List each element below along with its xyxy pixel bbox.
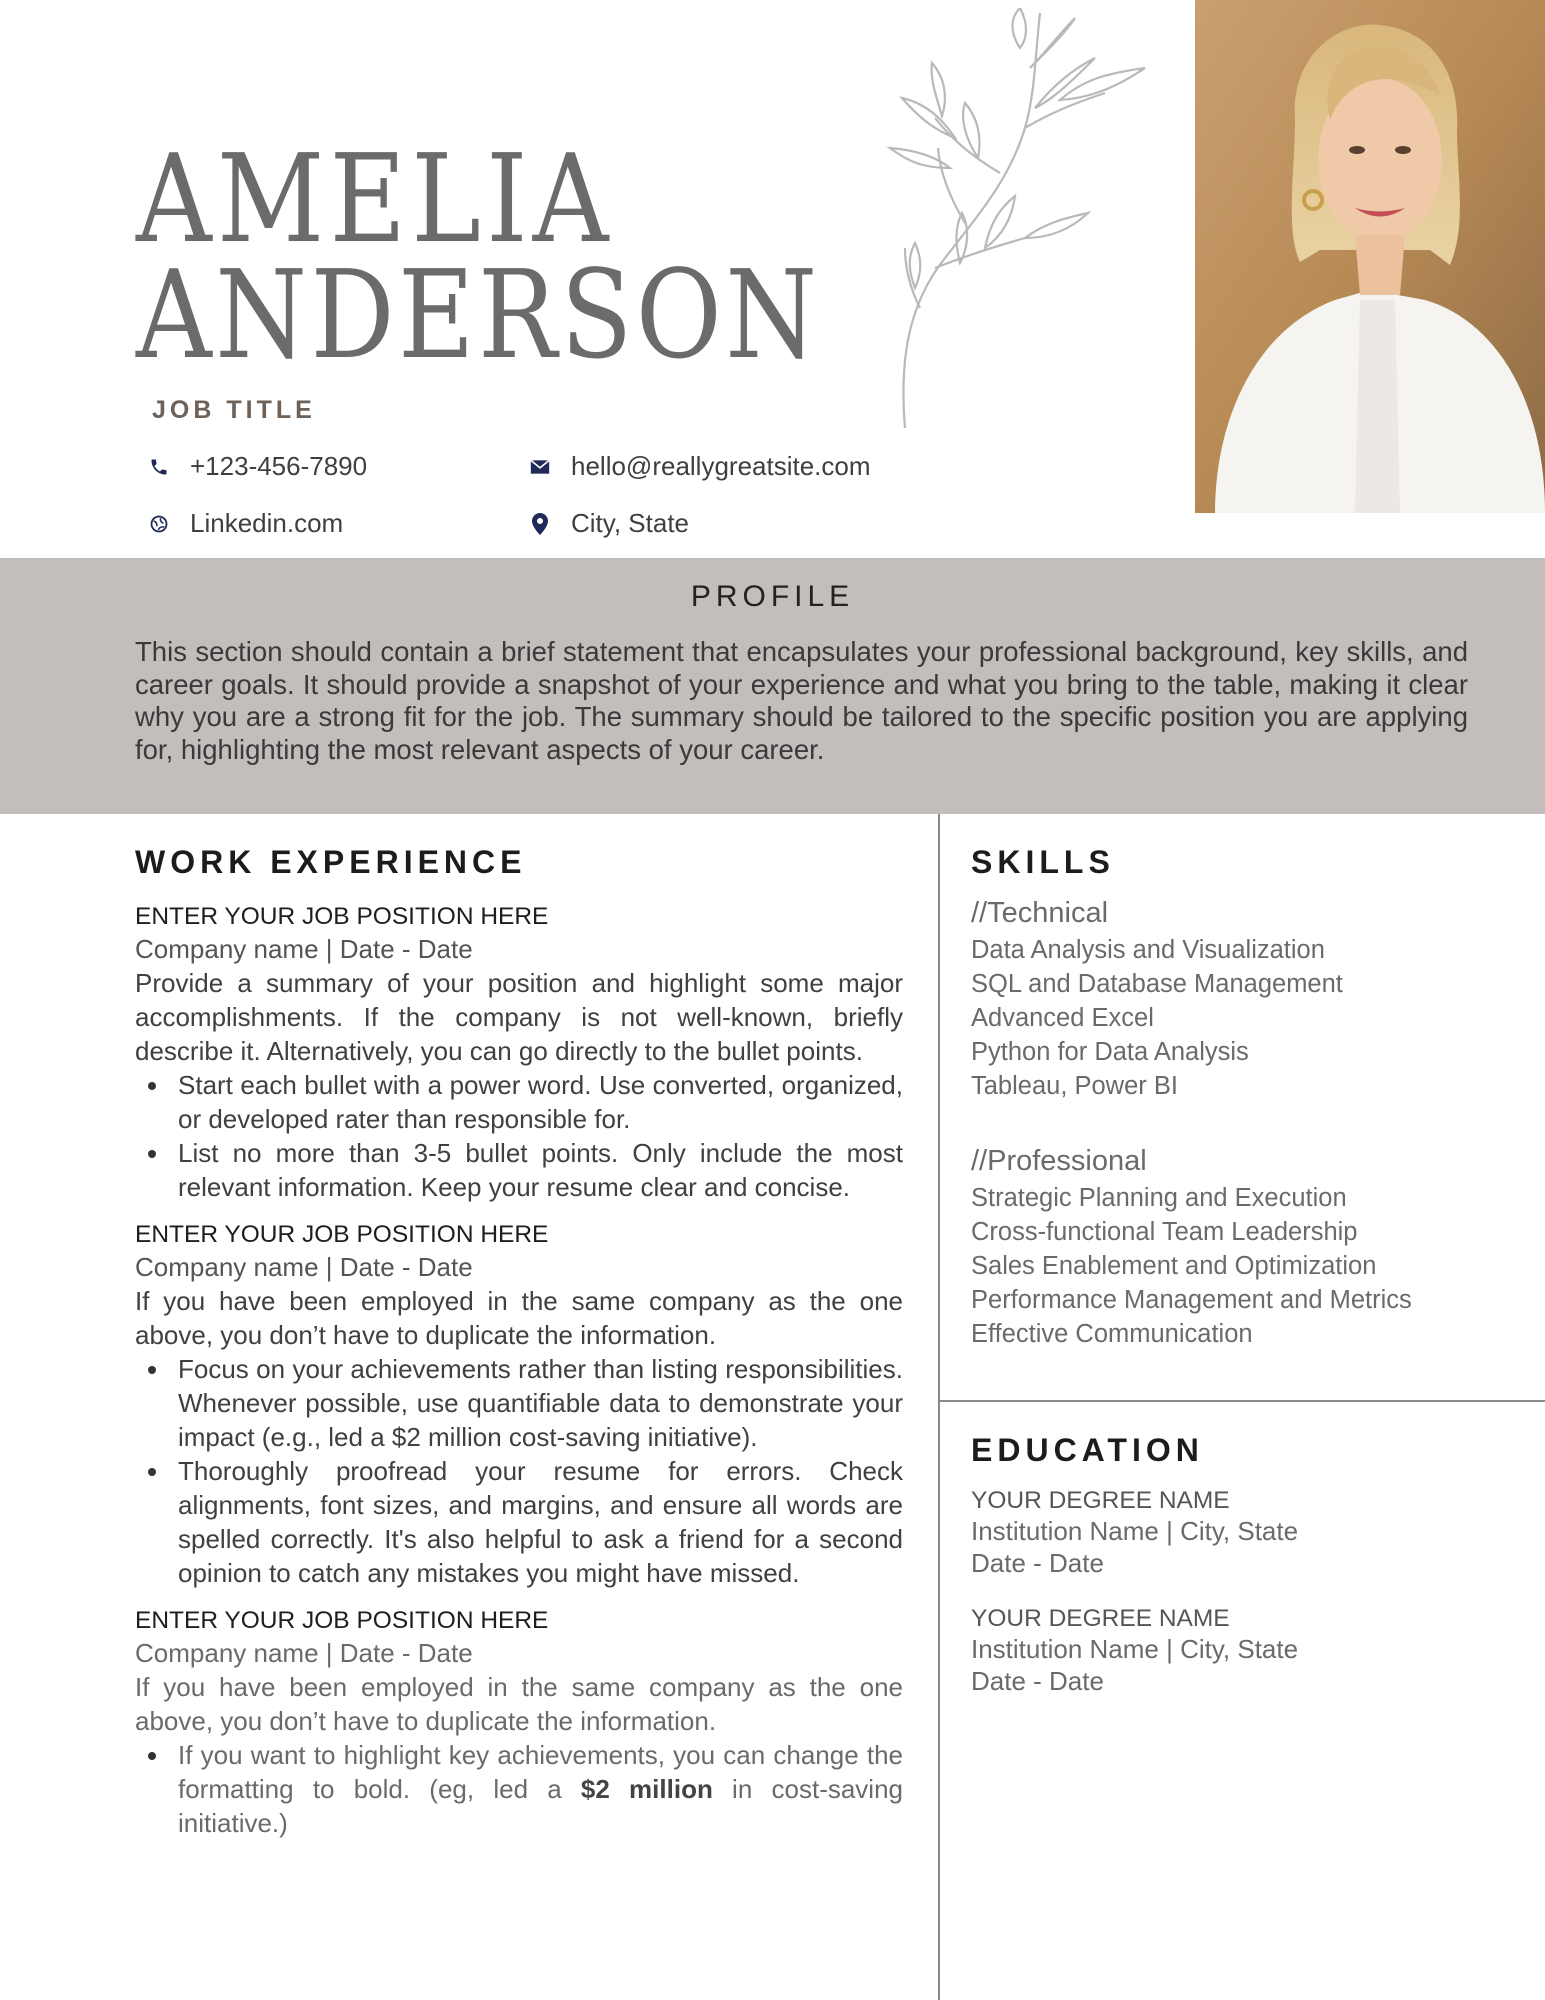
education-date: Date - Date: [971, 1666, 1104, 1696]
contact-phone[interactable]: [148, 451, 367, 482]
job-bullet: List no more than 3-5 bullet points. Only include the most relevant information. Keep your resume clear and concise.: [135, 1136, 903, 1204]
phone-text: +123-456-7890: [190, 451, 368, 481]
phone-icon: [148, 456, 170, 478]
contact-location: [529, 508, 689, 539]
contact-website[interactable]: [148, 508, 343, 539]
job-position: ENTER YOUR JOB POSITION HERE: [135, 1607, 549, 1634]
job-summary: If you have been employed in the same company as the one above, you don’t have to duplicate the information.: [135, 1286, 903, 1350]
skills-professional-heading: //Professional: [971, 1145, 1147, 1177]
job-bullet: Thoroughly proofread your resume for errors. Check alignments, font sizes, and margins, and ensure all words are spelled correctly. It's also helpful to ask a friend for a second opinion to catch any mistakes you might have missed.: [135, 1454, 903, 1590]
skill-item: Python for Data Analysis: [971, 1038, 1249, 1066]
skill-item: Tableau, Power BI: [971, 1072, 1178, 1100]
job-title: JOB TITLE: [152, 396, 316, 424]
degree-name: YOUR DEGREE NAME: [971, 1605, 1230, 1632]
job-bullet: Start each bullet with a power word. Use converted, organized, or developed rater than responsible for.: [135, 1068, 903, 1136]
job-summary: If you have been employed in the same company as the one above, you don’t have to duplicate the information.: [135, 1672, 903, 1736]
job-company: Company name | Date - Date: [135, 1252, 473, 1282]
skill-item: Data Analysis and Visualization: [971, 936, 1325, 964]
last-name: ANDERSON: [136, 244, 821, 386]
job-bullet: [135, 1738, 903, 1840]
contact-email[interactable]: [529, 451, 871, 482]
education-date: Date - Date: [971, 1548, 1104, 1578]
skills-professional: [971, 1141, 1511, 1351]
skill-item: Effective Communication: [971, 1320, 1253, 1348]
skill-item: Sales Enablement and Optimization: [971, 1252, 1377, 1280]
email-text: hello@reallygreatsite.com: [571, 451, 871, 481]
job-bullets: [135, 1068, 903, 1204]
bullet-text-post: in cost-saving initiative.): [178, 1774, 904, 1838]
skill-item: Advanced Excel: [971, 1004, 1154, 1032]
location-pin-icon: [529, 513, 551, 535]
work-experience-title: WORK EXPERIENCE: [135, 844, 527, 880]
skill-item: SQL and Database Management: [971, 970, 1343, 998]
skill-item: Performance Management and Metrics: [971, 1286, 1412, 1314]
job-bullets: [135, 1738, 903, 1840]
education-entry: [971, 1486, 1511, 1580]
email-icon: [529, 456, 551, 478]
website-text: Linkedin.com: [190, 508, 344, 538]
skills-list: [971, 893, 1511, 1389]
job-company: Company name | Date - Date: [135, 934, 473, 964]
job-position: ENTER YOUR JOB POSITION HERE: [135, 903, 549, 930]
job-entry: [135, 1218, 903, 1590]
job-position: ENTER YOUR JOB POSITION HERE: [135, 1221, 549, 1248]
skills-technical-heading: //Technical: [971, 897, 1109, 929]
skill-item: Cross-functional Team Leadership: [971, 1218, 1358, 1246]
profile-photo: [1195, 0, 1545, 513]
institution: Institution Name | City, State: [971, 1516, 1299, 1546]
profile-text: This section should contain a brief statement that encapsulates your professional background, key skills, and career goals. It should provide a snapshot of your experience and what you bring to the table, making it clear why you are a strong fit for the job. The summary should be tailored to the specific position you are applying for, highlighting the most relevant aspects of your career.: [135, 636, 1468, 765]
first-name: AMELIA: [136, 128, 614, 270]
degree-name: YOUR DEGREE NAME: [971, 1487, 1230, 1514]
job-entry: [135, 1604, 903, 1840]
job-company: Company name | Date - Date: [135, 1638, 473, 1668]
skills-technical: [971, 893, 1511, 1103]
bullet-text-pre: If you want to highlight key achievements, you can change the formatting to bold. (eg, led a: [178, 1740, 903, 1804]
globe-icon: [148, 513, 170, 535]
skill-item: Strategic Planning and Execution: [971, 1184, 1347, 1212]
job-summary: Provide a summary of your position and highlight some major accomplishments. If the company is not well-known, briefly describe it. Alternatively, you can go directly to the bullet points.: [135, 968, 903, 1066]
bullet-text-bold: $2 million: [580, 1774, 713, 1804]
skills-title: SKILLS: [971, 844, 1115, 880]
profile-title: PROFILE: [690, 580, 855, 613]
job-bullet: Focus on your achievements rather than listing responsibilities. Whenever possible, use quantifiable data to demonstrate your impact (e.g., led a $2 million cost-saving initiative).: [135, 1352, 903, 1454]
location-text: City, State: [571, 508, 690, 538]
education-entry: [971, 1604, 1511, 1698]
leaf-branch-illustration: [860, 8, 1160, 428]
education-list: [971, 1486, 1511, 1698]
job-bullets: [135, 1352, 903, 1590]
institution: Institution Name | City, State: [971, 1634, 1299, 1664]
education-title: EDUCATION: [971, 1432, 1204, 1468]
column-divider: [938, 814, 940, 2000]
work-experience-list: [135, 900, 903, 1854]
job-entry: [135, 900, 903, 1204]
section-divider: [940, 1400, 1545, 1402]
